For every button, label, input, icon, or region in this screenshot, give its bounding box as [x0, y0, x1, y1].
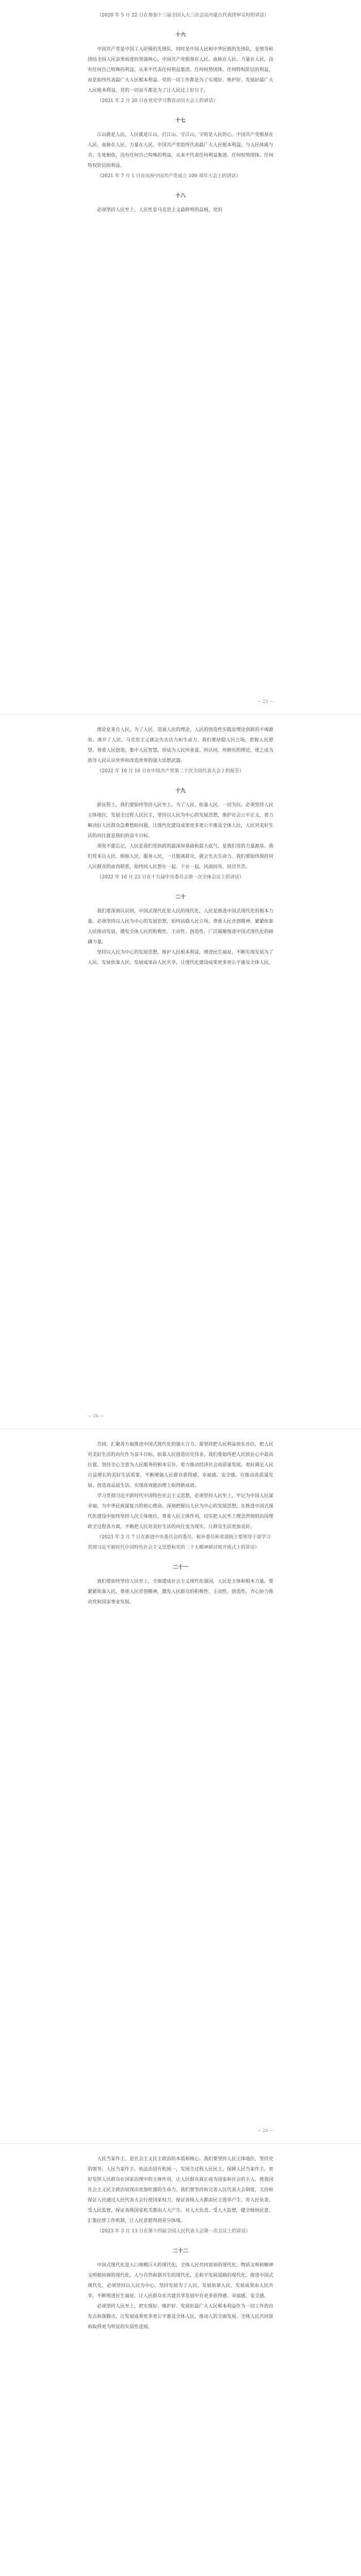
- body-paragraph: 中国共产党是中国工人阶级的先锋队，同时是中国人民和中华民族的先锋队，是领导和团结全国人民奋勇前进的坚强核心。中国共产党根基在人民、血脉在人民、力量在人民，没有任何自己特殊的利益，从来不代表任何利益集团、任何权势团体、任何特权阶层的利益，而是始终代表最广大人民根本利益。党的一切工作都是为了实现好、维护好、发展好最广大人民根本利益，党的一切奋斗都是为了让人民过上好日子。: [88, 47, 274, 93]
- document-page: [0, 1429, 361, 2143]
- body-paragraph: 人民当家作主，是社会主义民主政治的本质和核心。我们要坚持人民主体地位，坚持党的领导、人民当家作主、依法治国有机统一，发展全过程人民民主，保障人民当家作主，更好发挥人民群众在国家治理中的主体作用，让人民群众真正成为国家和社会的主人，使我国社会主义民主政治展现出更加旺盛的生命力。我们要坚持和完善人民代表大会制度，支持和保证人民通过人民代表大会行使国家权力，保证各级人大都由民主选举产生、对人民负责、受人民监督，保证各级国家机关都由人大产生、对人大负责、受人大监督，健全吸纳民意、汇集民智工作机制，让人民意愿得到充分体现。: [88, 2157, 274, 2224]
- body-paragraph: 江山就是人民，人民就是江山。打江山、守江山，守的是人民的心。中国共产党根基在人民、血脉在人民、力量在人民。中国共产党始终代表最广大人民根本利益，与人民休戚与共、生死相依，没有任何自己特殊的利益，从来不代表任何利益集团、任何权势团体、任何特权阶层的利益。: [88, 132, 274, 168]
- body-paragraph: 共同，汇聚各方面推进中国式现代化的强大合力。要坚持把人民利益放在首位，把人民对美好生活的向往作为奋斗目标，依靠人民创造历史伟业。我们要始终把人民放在心中最高位置，坚持全心全意为人民服务的根本宗旨，着力推动经济社会高质量发展，更好满足人民日益增长的美好生活需要，不断增强人民群众获得感、幸福感、安全感，在推动高质量发展、创造高品质生活、实现高效能治理上取得新成效。: [88, 1442, 274, 1488]
- section-heading: 十九: [175, 788, 186, 794]
- page-number: — 25 —: [257, 2128, 273, 2133]
- body-paragraph: 须臾不能忘记，人民是我们党执政的最深厚基础和最大底气，是我们党的力量源泉。我们党来自人民、植根人民、服务人民，一旦脱离群众，就会失去生命力。我们要始终保持同人民群众的血肉联系，始终同人民想在一起、干在一起，风雨同舟、同甘共苦。: [88, 844, 274, 870]
- page-number: — 23 —: [257, 699, 273, 704]
- section-heading: 二十: [175, 894, 186, 900]
- section-heading: 十七: [175, 118, 186, 124]
- source-citation: （2021 年 7 月 1 日在庆祝中国共产党成立 100 周年大会上的讲话）: [97, 174, 241, 179]
- body-paragraph: 坚持以人民为中心的发展思想，维护人民根本利益，增进民生福祉，不断实现发展为了人民、发展依靠人民、发展成果由人民共享，让现代化建设成果更多更公平惠及全体人民。: [88, 950, 274, 965]
- document-page: [0, 715, 361, 1429]
- body-paragraph: 学习贯彻习近平新时代中国特色社会主义思想，必须坚持人民至上，牢记为中国人民谋幸福、为中华民族谋复兴的初心使命，深刻把握以人民为中心的发展思想，在推进中国式现代化建设中始终坚持人民主体地位，尊重人民主体作用，切实把人民至上理念贯彻到治国理政全过程各方面，不断把人民对美好生活的向往变为现实，让群众生活更加美好。: [88, 1494, 274, 1530]
- body-paragraph: 我们要深刻认识到，中国式现代化是人民的现代化，人民是推进中国式现代化的根本力量。必须坚持以人民为中心的发展思想，始终站稳人民立场，尊重人民首创精神，紧紧依靠人民推动发展，激发全体人民的积极性、主动性、创造性，广泛凝聚推进中国式现代化的磅礴力量。: [88, 909, 274, 945]
- section-heading: 十八: [175, 193, 186, 199]
- body-paragraph: 必须坚持人民至上。人民性是马克思主义最鲜明的品格，党的: [97, 208, 223, 213]
- source-citation: （2020 年 5 月 22 日在参加十三届全国人大三次会议内蒙古代表团审议时的讲话）: [97, 13, 269, 18]
- body-paragraph: 必须坚持人民至上，把实现好、维护好、发展好最广大人民根本利益作为一切工作的出发点和落脚点，让发展成果更多更公平惠及全体人民，推动人的全面发展、全体人民共同富裕取得更为明显的实质性进展。: [88, 2304, 274, 2330]
- section-heading: 二十一: [173, 1565, 188, 1570]
- source-citation: （2022 年 10 月 23 日在十九届中央委员会第一次全体会议上的讲话）: [97, 875, 244, 880]
- body-paragraph: 新征程上，我们要始终坚持人民至上。为了人民、依靠人民、一切为民。必须坚持人民主体地位，发展全过程人民民主，坚持以人民为中心的发展思想，维护社会公平正义，着力解决好人民群众急难愁盼问题，让现代化建设成果更多更公平惠及全体人民，人民对美好生活的向往就是我们的奋斗目标。: [88, 803, 274, 839]
- source-citation: （2021 年 2 月 20 日在党史学习教育动员大会上的讲话）: [97, 98, 218, 104]
- document-page: [0, 2144, 361, 2576]
- body-paragraph: 中国式现代化是人口规模巨大的现代化，全体人民共同富裕的现代化，物质文明和精神文明相协调的现代化，人与自然和谐共生的现代化，走和平发展道路的现代化。推进中国式现代化，必须坚持以人民为中心，坚持发展为了人民、发展依靠人民、发展成果由人民共享，不断增进民生福祉，让人民群众在共建共享发展中有更多获得感、幸福感、安全感。: [88, 2263, 274, 2299]
- section-heading: 二十二: [173, 2248, 188, 2254]
- source-citation: （2022 年 10 月 16 日在中国共产党第二十次全国代表大会上的报告）: [97, 769, 244, 774]
- source-citation: （2023 年 3 月 13 日在第十四届全国人民代表大会第一次会议上的讲话）: [97, 2229, 251, 2234]
- body-paragraph: 理论是来自人民、为了人民、造福人民的理论，人民的创造性实践是理论创新的不竭源泉。离开了人民，马克思主义就会失去活力和生命力。我们要站稳人民立场，把握人民愿望，尊重人民创造，集中人民智慧，形成为人民所喜爱、所认同、所拥有的理论，使之成为指导人民认识世界和改造世界的强大思想武器。: [88, 727, 274, 764]
- document-page: [0, 0, 361, 714]
- section-heading: 十六: [175, 32, 186, 38]
- source-citation: （2023 年 2 月 7 日在新进中央委员会的委员、候补委员和省部级主要领导干部学习贯彻习近平新时代中国特色社会主义思想和党的二十大精神研讨班开班式上的讲话）: [88, 1535, 271, 1550]
- page-number: — 24 —: [88, 1414, 104, 1418]
- body-paragraph: 我们要始终坚持人民至上，全面建成社会主义现代化强国，人民是主体和根本力量。要紧紧依靠人民，尊重人民首创精神，激发人民群众的积极性、主动性、创造性，齐心协力推动党和国家事业发展。: [88, 1579, 274, 1605]
